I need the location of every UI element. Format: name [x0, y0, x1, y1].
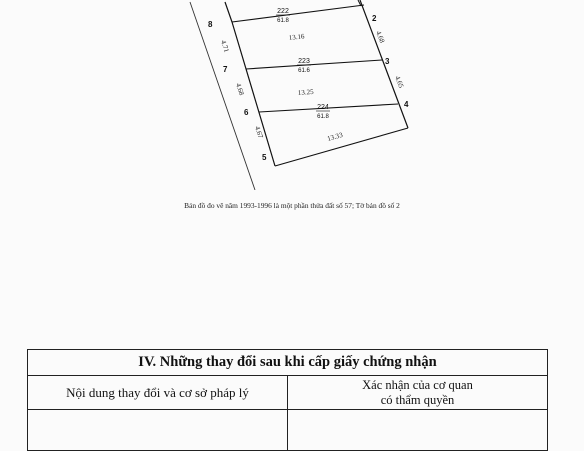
plot-222-area: 61.8	[277, 18, 289, 24]
confirmation-header-line1: Xác nhận của cơ quan	[362, 377, 473, 392]
confirmation-header-line2: có thẩm quyền	[380, 392, 455, 407]
right-boundary-line	[360, 0, 408, 128]
dimension-4-68-left: 4.68	[234, 82, 246, 97]
vertex-3: 3	[385, 57, 390, 66]
column-header-confirmation	[288, 376, 548, 410]
dimension-13-25: 13.25	[297, 87, 314, 97]
dimension-13-33: 13.33	[326, 130, 344, 143]
dimension-13-16: 13.16	[288, 32, 305, 42]
confirmation-content-cell	[288, 410, 548, 451]
map-caption: Bản đồ đo vẽ năm 1993-1996 là một phần thửa đất số 57; Tờ bản đồ số 2	[184, 201, 400, 210]
column-header-changes: Nội dung thay đổi và cơ sở pháp lý	[28, 376, 288, 410]
plot-223-number: 223	[298, 58, 310, 65]
left-boundary-outer	[190, 2, 255, 190]
plot-222-number: 222	[277, 8, 289, 15]
vertex-7: 7	[223, 65, 228, 74]
plot-223-area: 61.6	[298, 68, 310, 74]
changes-content-cell	[28, 410, 288, 451]
vertex-2: 2	[372, 14, 377, 23]
dimension-4-67: 4.67	[253, 125, 265, 140]
plot-map-drawing	[0, 0, 584, 190]
changes-table	[27, 349, 548, 451]
dimension-4-65: 4.65	[393, 74, 406, 90]
boundary-7-3	[246, 60, 382, 69]
vertex-5: 5	[262, 153, 267, 162]
table-row	[28, 410, 548, 451]
dimension-4-71: 4.71	[219, 39, 231, 54]
vertex-8: 8	[208, 20, 213, 29]
plot-224-number: 224	[317, 104, 329, 111]
table-title-row	[28, 350, 548, 376]
left-boundary-top	[225, 2, 232, 22]
boundary-8-2	[232, 5, 364, 22]
changes-section	[27, 349, 548, 438]
vertex-4: 4	[404, 100, 409, 109]
table-header-row	[28, 376, 548, 410]
land-plot-map	[0, 0, 584, 190]
plot-224-area: 61.8	[317, 114, 329, 120]
section-title: IV. Những thay đổi sau khi cấp giấy chứng nhận	[28, 350, 548, 376]
dimension-4-68-right: 4.68	[374, 29, 387, 45]
vertex-6: 6	[244, 108, 249, 117]
